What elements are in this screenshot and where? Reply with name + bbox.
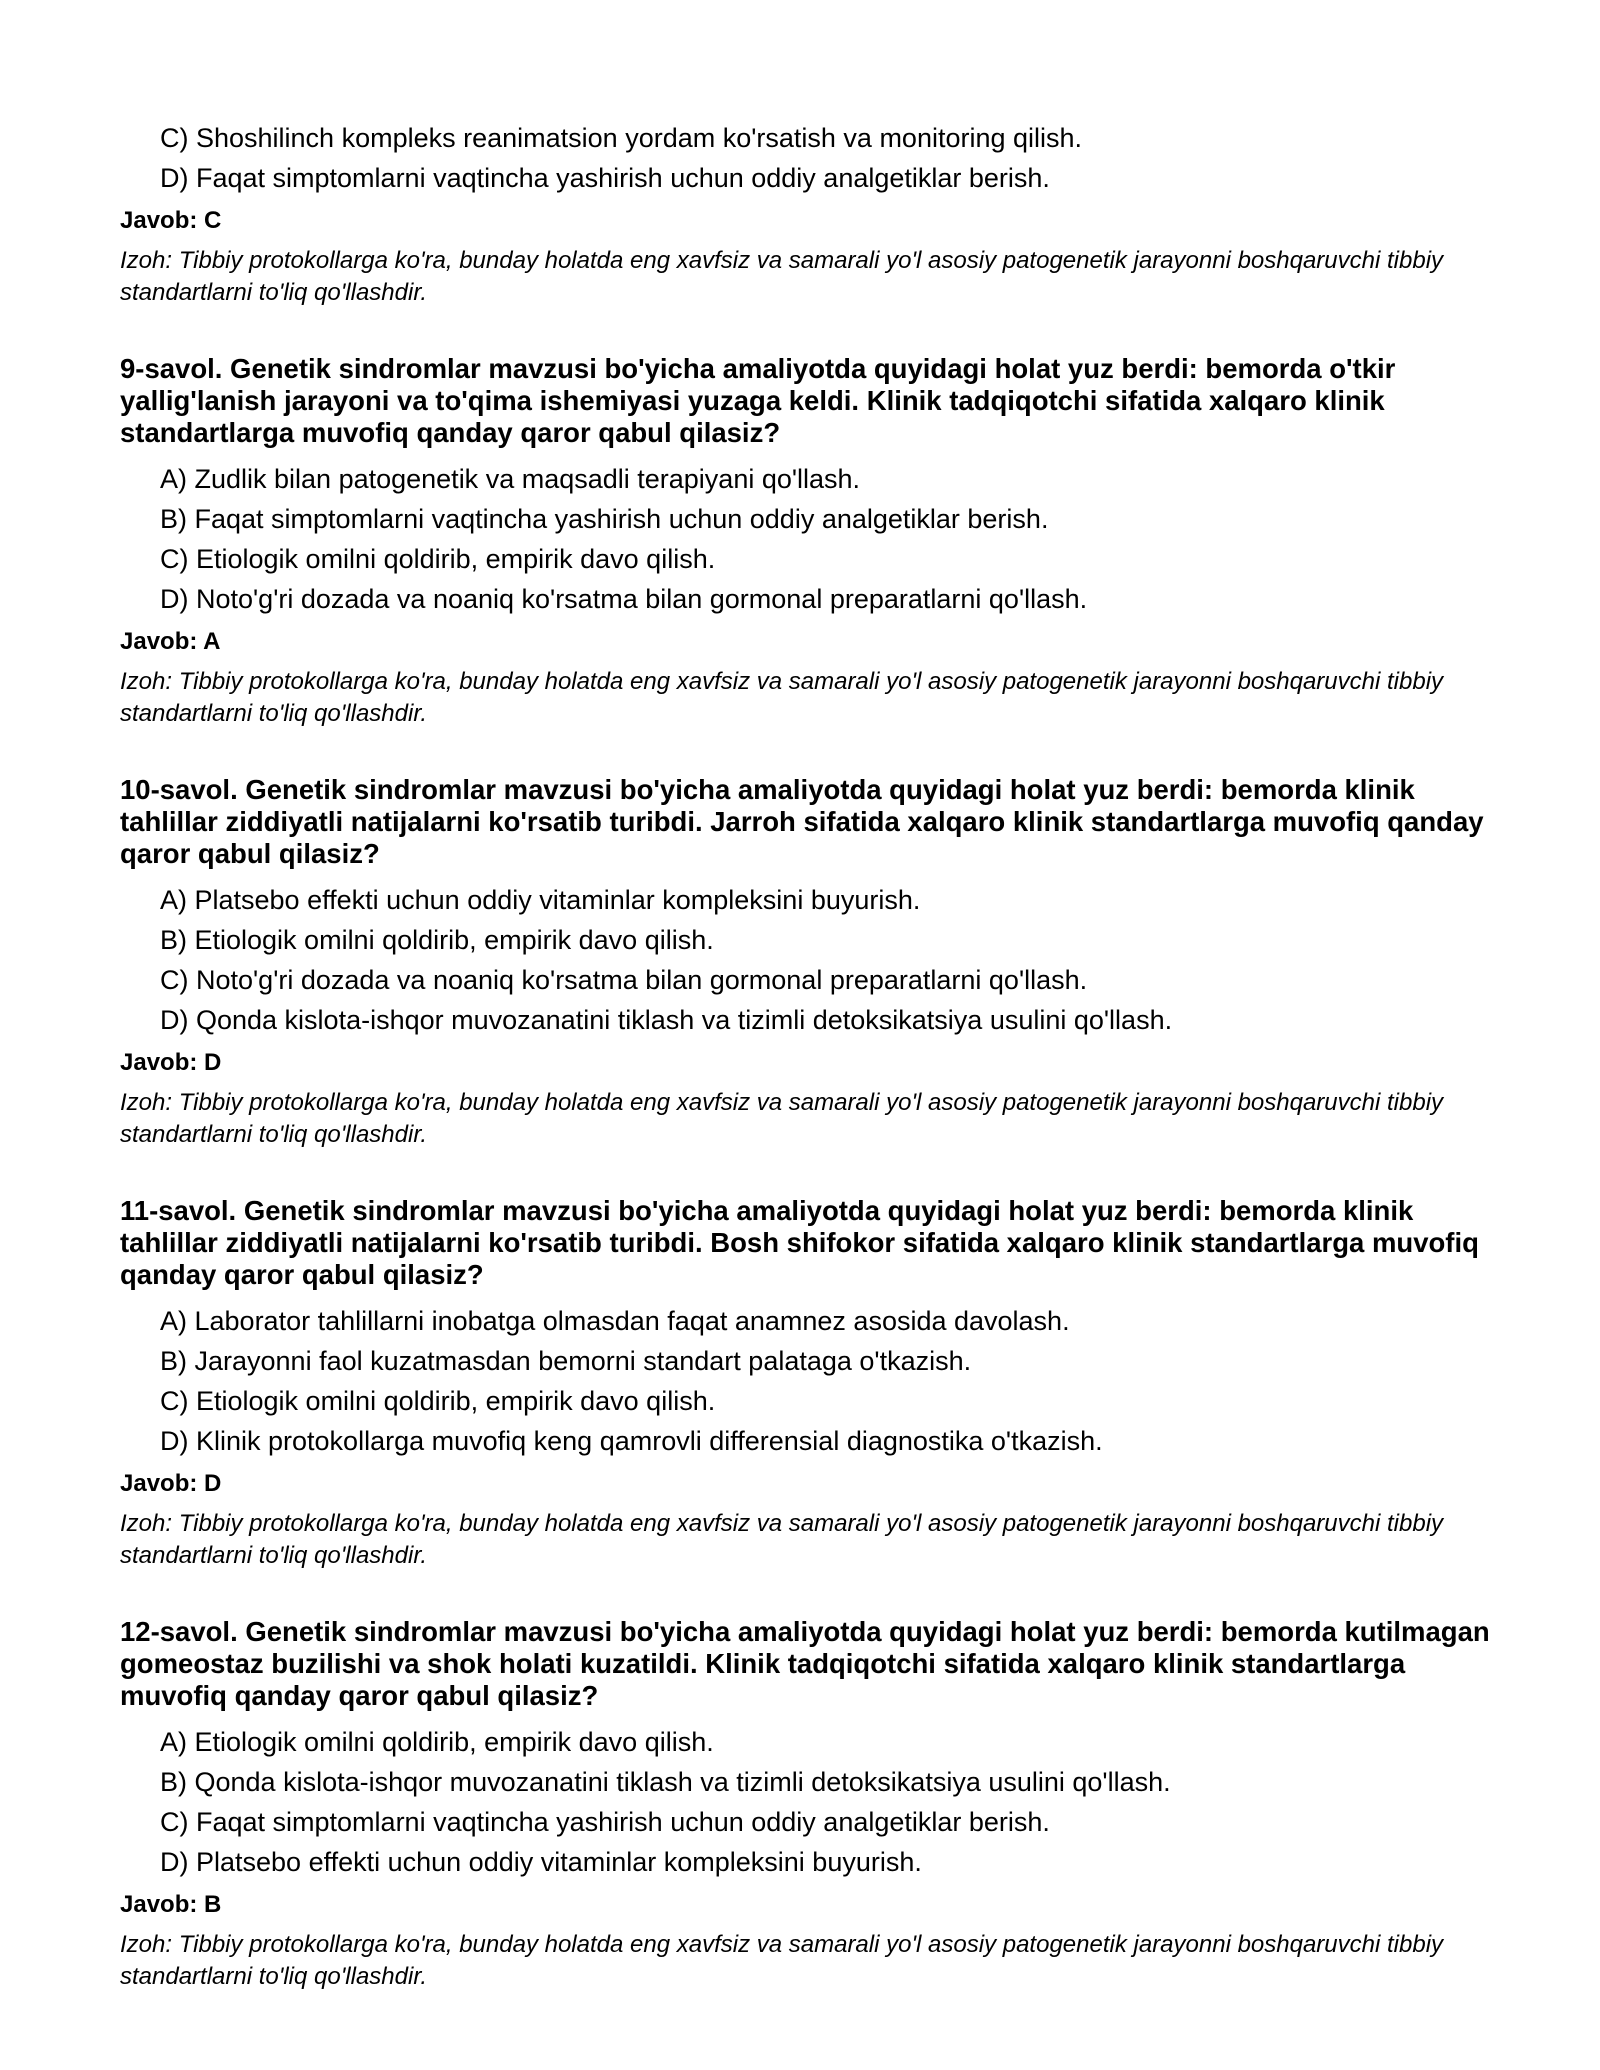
answer-option-c: C) Etiologik omilni qoldirib, empirik davo qilish. bbox=[160, 544, 716, 574]
explanation-note: Izoh: Tibbiy protokollarga ko'ra, bunday holatda eng xavfsiz va samarali yo'l asosiy patogenetik jarayonni boshqaruvchi tibbiy standartlarni to'liq qo'llashdir. bbox=[120, 1931, 1444, 1990]
answer-option-d: D) Noto'g'ri dozada va noaniq ko'rsatma bilan gormonal preparatlarni qo'llash. bbox=[160, 584, 1088, 614]
answer-option-a: A) Etiologik omilni qoldirib, empirik davo qilish. bbox=[160, 1727, 714, 1757]
answer-option-b: B) Etiologik omilni qoldirib, empirik davo qilish. bbox=[160, 925, 714, 955]
answer-label: Javob: A bbox=[120, 628, 221, 655]
answer-option-d: D) Qonda kislota-ishqor muvozanatini tiklash va tizimli detoksikatsiya usulini qo'llash. bbox=[160, 1005, 1173, 1035]
answer-option-a: A) Platsebo effekti uchun oddiy vitaminlar kompleksini buyurish. bbox=[160, 885, 921, 915]
question-block-11 bbox=[120, 1195, 1490, 1572]
answer-option-d: D) Faqat simptomlarni vaqtincha yashirish uchun oddiy analgetiklar berish. bbox=[160, 163, 1050, 193]
answer-option-d: D) Platsebo effekti uchun oddiy vitaminlar kompleksini buyurish. bbox=[160, 1847, 922, 1877]
question-block-8-tail bbox=[120, 118, 1490, 309]
explanation-note: Izoh: Tibbiy protokollarga ko'ra, bunday holatda eng xavfsiz va samarali yo'l asosiy patogenetik jarayonni boshqaruvchi tibbiy standartlarni to'liq qo'llashdir. bbox=[120, 247, 1444, 306]
question-block-9 bbox=[120, 353, 1490, 730]
explanation-note: Izoh: Tibbiy protokollarga ko'ra, bunday holatda eng xavfsiz va samarali yo'l asosiy patogenetik jarayonni boshqaruvchi tibbiy standartlarni to'liq qo'llashdir. bbox=[120, 1510, 1444, 1569]
answer-option-c: C) Faqat simptomlarni vaqtincha yashirish uchun oddiy analgetiklar berish. bbox=[160, 1807, 1050, 1837]
answer-option-d: D) Klinik protokollarga muvofiq keng qamrovli differensial diagnostika o'tkazish. bbox=[160, 1426, 1103, 1456]
question-text: 10-savol. Genetik sindromlar mavzusi bo'yicha amaliyotda quyidagi holat yuz berdi: bemorda klinik tahlillar ziddiyatli natijalarni ko'rsatib turibdi. Jarroh sifatida xalqaro klinik standartlarga muvofiq qanday qaror qabul qilasiz? bbox=[120, 774, 1484, 869]
question-block-12 bbox=[120, 1616, 1490, 1993]
question-text: 9-savol. Genetik sindromlar mavzusi bo'yicha amaliyotda quyidagi holat yuz berdi: bemorda o'tkir yallig'lanish jarayoni va to'qima ishemiyasi yuzaga keldi. Klinik tadqiqotchi sifatida xalqaro klinik standartlarga muvofiq qanday qaror qabul qilasiz? bbox=[120, 353, 1396, 448]
answer-label: Javob: B bbox=[120, 1891, 222, 1918]
question-block-10 bbox=[120, 774, 1490, 1151]
answer-option-a: A) Zudlik bilan patogenetik va maqsadli terapiyani qo'llash. bbox=[160, 464, 861, 494]
answer-option-c: C) Etiologik omilni qoldirib, empirik davo qilish. bbox=[160, 1386, 716, 1416]
answer-option-c: C) Noto'g'ri dozada va noaniq ko'rsatma bilan gormonal preparatlarni qo'llash. bbox=[160, 965, 1088, 995]
answer-label: Javob: C bbox=[120, 207, 222, 234]
document-page bbox=[120, 0, 1490, 1993]
answer-option-b: B) Qonda kislota-ishqor muvozanatini tiklash va tizimli detoksikatsiya usulini qo'llash. bbox=[160, 1767, 1171, 1797]
answer-option-a: A) Laborator tahlillarni inobatga olmasdan faqat anamnez asosida davolash. bbox=[160, 1306, 1070, 1336]
answer-label: Javob: D bbox=[120, 1049, 222, 1076]
explanation-note: Izoh: Tibbiy protokollarga ko'ra, bunday holatda eng xavfsiz va samarali yo'l asosiy patogenetik jarayonni boshqaruvchi tibbiy standartlarni to'liq qo'llashdir. bbox=[120, 668, 1444, 727]
question-text: 11-savol. Genetik sindromlar mavzusi bo'yicha amaliyotda quyidagi holat yuz berdi: bemorda klinik tahlillar ziddiyatli natijalarni ko'rsatib turibdi. Bosh shifokor sifatida xalqaro klinik standartlarga muvofiq qanday qaror qabul qilasiz? bbox=[120, 1195, 1479, 1290]
question-text: 12-savol. Genetik sindromlar mavzusi bo'yicha amaliyotda quyidagi holat yuz berdi: bemorda kutilmagan gomeostaz buzilishi va shok holati kuzatildi. Klinik tadqiqotchi sifatida xalqaro klinik standartlarga muvofiq qanday qaror qabul qilasiz? bbox=[120, 1616, 1490, 1711]
answer-option-c: C) Shoshilinch kompleks reanimatsion yordam ko'rsatish va monitoring qilish. bbox=[160, 123, 1083, 153]
answer-label: Javob: D bbox=[120, 1470, 222, 1497]
answer-option-b: B) Jarayonni faol kuzatmasdan bemorni standart palataga o'tkazish. bbox=[160, 1346, 972, 1376]
answer-option-b: B) Faqat simptomlarni vaqtincha yashirish uchun oddiy analgetiklar berish. bbox=[160, 504, 1049, 534]
explanation-note: Izoh: Tibbiy protokollarga ko'ra, bunday holatda eng xavfsiz va samarali yo'l asosiy patogenetik jarayonni boshqaruvchi tibbiy standartlarni to'liq qo'llashdir. bbox=[120, 1089, 1444, 1148]
